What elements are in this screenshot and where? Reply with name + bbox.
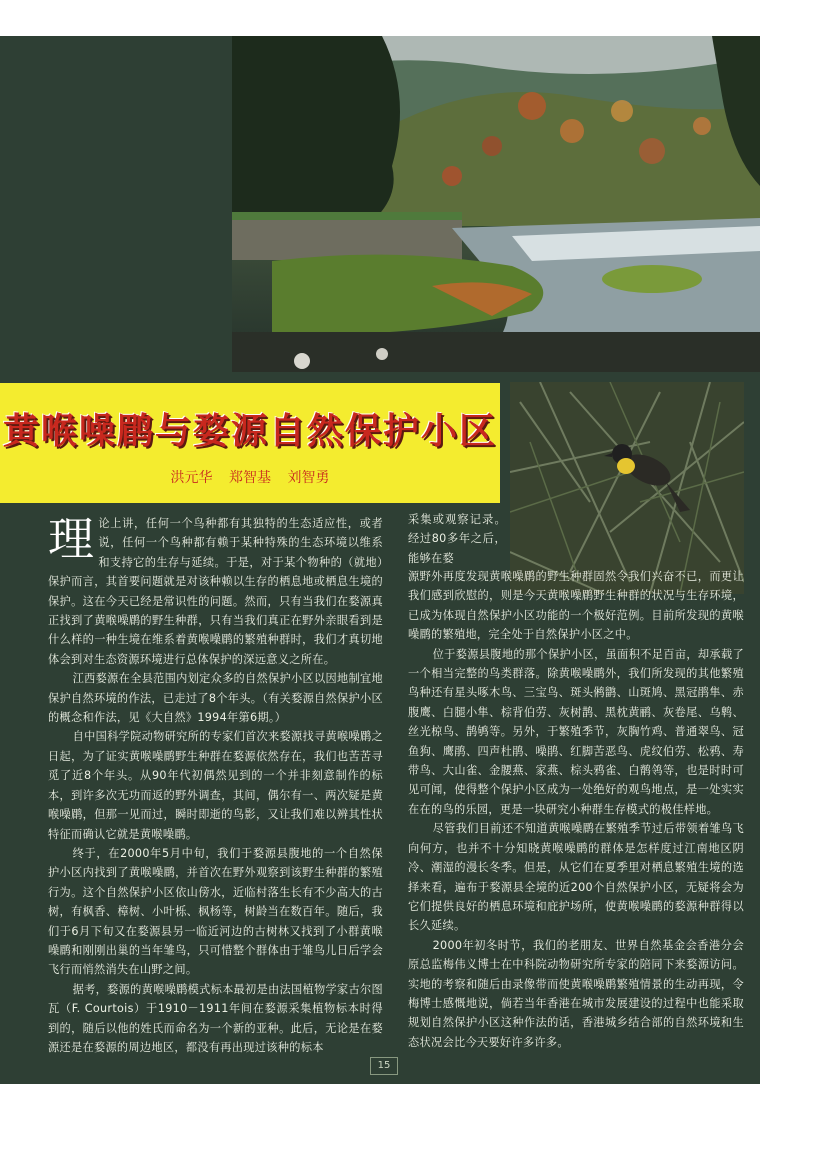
author-line [0, 467, 500, 487]
paragraph [48, 514, 383, 669]
paragraph: 终于，在2000年5月中旬，我们于婺源县腹地的一个自然保护小区内找到了黄喉噪鹛，并首次在野外观察到该野生种群的繁殖行为。这个自然保护小区依山傍水，近临村落生长有不少高大的古树，有枫香、樟树、小叶栎、枫杨等，树龄当在数百年。随后，我们于6月下旬又在婺源县另一临近河边的古树林又找到了小群黄喉噪鹛和刚刚出巢的当年雏鸟，只可惜整个群体由于雏鸟儿日后学会飞行而悄然消失在山野之间。 [48, 846, 383, 977]
page-number: 15 [370, 1057, 398, 1075]
author-name: 郑智基 [229, 470, 271, 486]
paragraph: 采集或观察记录。经过80多年之后，能够在婺 [408, 513, 506, 565]
landscape-photo [232, 36, 760, 372]
landscape-illustration [232, 36, 760, 372]
title-banner [0, 383, 500, 503]
magazine-page [0, 36, 760, 1084]
article-title: 黄喉噪鹛与婺源自然保护小区 [2, 410, 497, 452]
paragraph-text: 论上讲，任何一个鸟种都有其独特的生态适应性，或者说，任何一个鸟种都有赖于某种特殊的生态环境以维系和支持它的生存与延续。于是，对于某个物种的（就地）保护而言，其首要问题就是对该种赖以生存的栖息地或栖息生境的保护。这在今天已经是常识性的问题。然而，只有当我们在婺源真正找到了黄喉噪鹛的野生种群，只有当我们真正在野外亲眼看到是什么样的一种生境在维系着黄喉噪鹛的繁殖种群时，我们才真切地体会到对生态资源环境进行总体保护的深远意义之所在。 [48, 517, 383, 666]
right-column [408, 567, 744, 1052]
paragraph: 尽管我们目前还不知道黄喉噪鹛在繁殖季节过后带领着雏鸟飞向何方，也并不十分知晓黄喉噪鹛的群体是怎样度过江南地区阴冷、潮湿的漫长冬季。但是，从它们在夏季里对栖息繁殖生境的选择来看，遍布于婺源县全境的近200个自然保护小区，无疑将会为它们提供良好的栖息环境和庇护场所，使黄喉噪鹛的婺源种群得以长久延续。 [408, 822, 744, 933]
author-name: 刘智勇 [287, 470, 330, 486]
paragraph: 源野外再度发现黄喉噪鹛的野生种群固然令我们兴奋不已，而更让我们感到欣慰的，则是今天黄喉噪鹛野生种群的状况与生存环境，已成为体现自然保护小区功能的一个极好范例。目前所发现的黄喉噪鹛的繁殖地，完全处于自然保护小区之中。 [408, 570, 744, 642]
paragraph: 自中国科学院动物研究所的专家们首次来婺源找寻黄喉噪鹛之日起，为了证实黄喉噪鹛野生种群在婺源依然存在，我们也苦苦寻觅了近8个年头。从90年代初偶然见到的一个并非刻意制作的标本，到许多次无功而返的野外调查，其间，偶尔有一、两次疑是黄喉噪鹛，但那一见而过，瞬时即逝的鸟影，又让我们难以辨其性状特征而确认它就是黄喉噪鹛。 [48, 730, 383, 841]
paragraph: 江西婺源在全县范围内划定众多的自然保护小区以因地制宜地保护自然环境的作法，已走过了8个年头。（有关婺源自然保护小区的概念和作法，见《大自然》1994年第6期。） [48, 672, 383, 725]
paragraph: 据考，婺源的黄喉噪鹛模式标本最初是由法国植物学家古尔图瓦（F. Courtois）于1910－1911年间在婺源采集植物标本时得到的，随后以他的姓氏而命名为一个新的亚种。此后，无论是在婺源还是在婺源的周边地区，都没有再出现过该种的标本 [48, 982, 383, 1054]
author-name: 洪元华 [170, 470, 213, 486]
bird-photo [510, 382, 744, 594]
right-column-top [408, 510, 506, 568]
left-column [48, 514, 383, 1057]
paragraph: 位于婺源县腹地的那个保护小区，虽面积不足百亩，却承载了一个相当完整的鸟类群落。除黄喉噪鹛外，我们所发现的其他繁殖鸟种还有星头啄木鸟、三宝鸟、斑头鸺鹠、山斑鸠、黑冠鹃隼、赤腹鹰、白腿小隼、棕背伯劳、灰树鹊、黑枕黄鹂、灰卷尾、乌鹎、丝光椋鸟、鹊鸲等。另外，于繁殖季节，灰胸竹鸡、普通翠鸟、冠鱼狗、鹰鹃、四声杜鹃、噪鹃、红脚苦恶鸟、虎纹伯劳、松鸦、寿带鸟、大山雀、金腰燕、家燕、棕头鸦雀、白鹡鸰等，也是时时可见可闻，使得整个保护小区成为一处绝好的观鸟地点，是一处实实在在的鸟的乐园，更是一块研究小种群生存模式的极佳样地。 [408, 647, 744, 816]
paragraph: 2000年初冬时节，我们的老朋友、世界自然基金会香港分会原总监梅伟义博士在中科院动物研究所专家的陪同下来婺源访问。实地的考察和随后由录像带而使黄喉噪鹛繁殖情景的生动再现，令梅博士感慨地说，倘若当年香港在城市发展建设的过程中也能采取规划自然保护小区这种作法的话，香港城乡结合部的自然环境和生态状况会比今天要好许多许多。 [408, 938, 744, 1049]
bird-illustration [510, 382, 744, 594]
drop-cap: 理 [48, 512, 95, 566]
